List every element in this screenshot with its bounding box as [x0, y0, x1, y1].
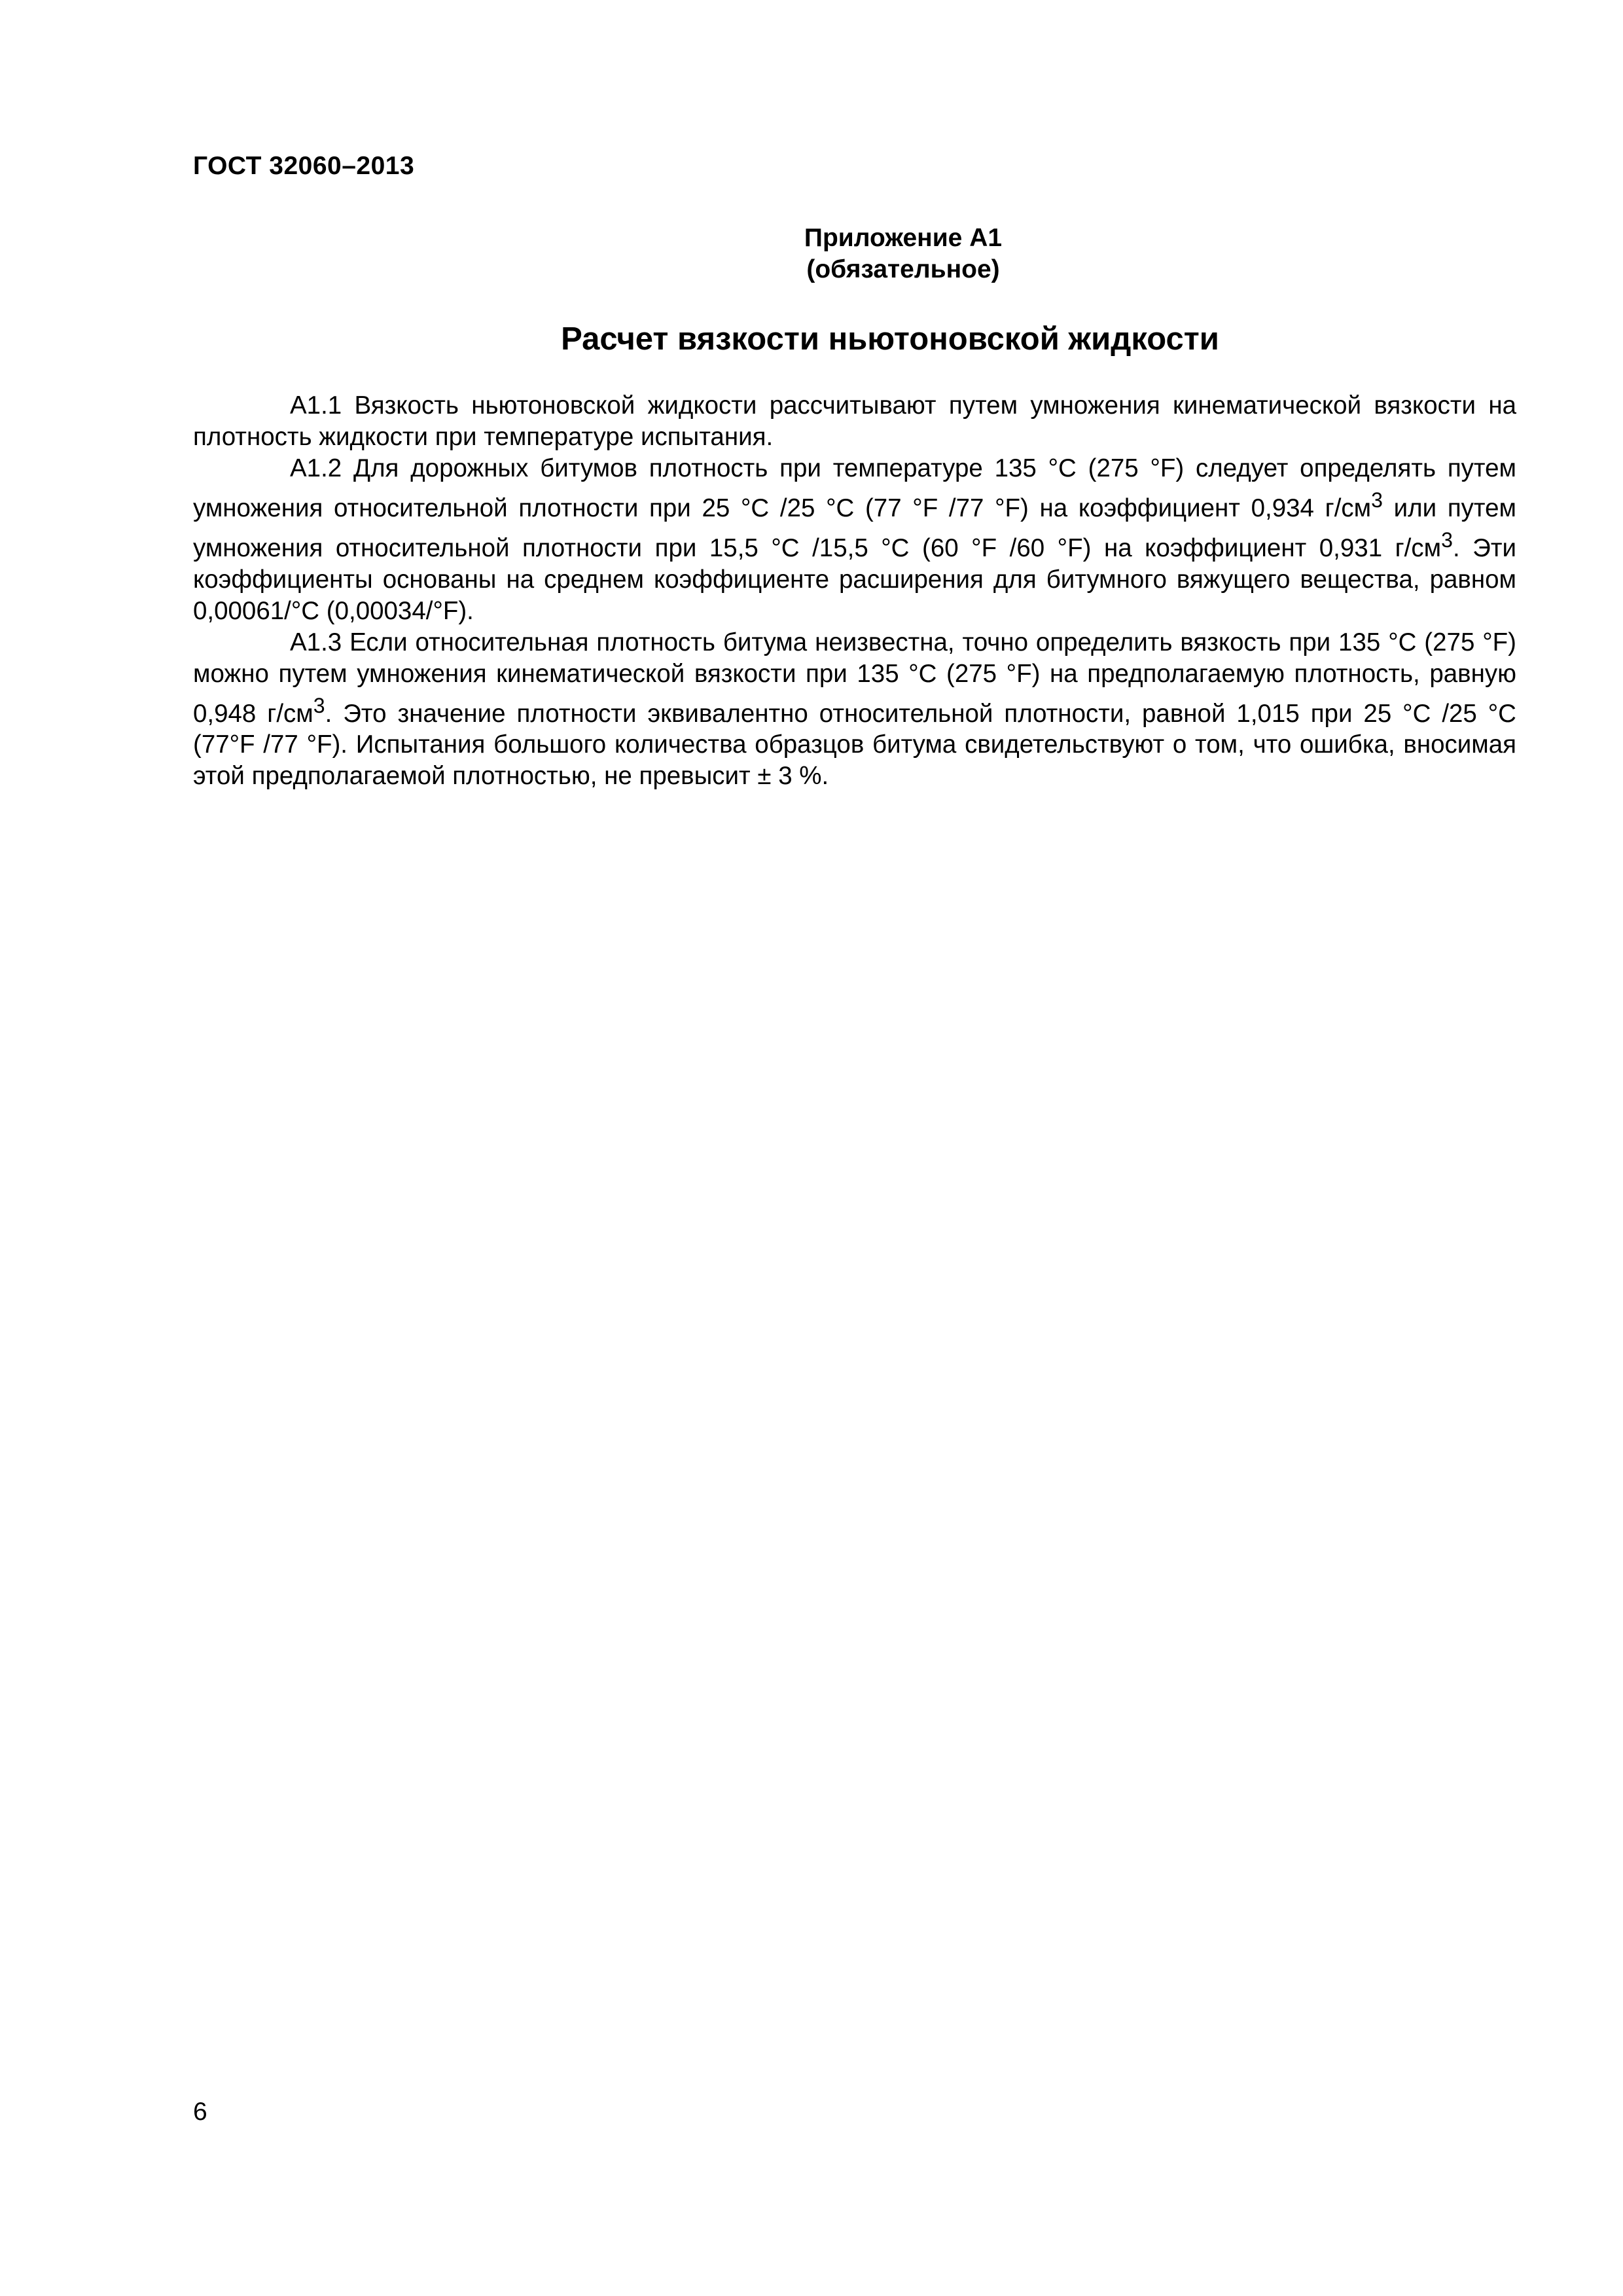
- paragraph-a1-1: [193, 390, 1516, 453]
- paragraph-text: А1.3 Если относительная плотность битума неизвестна, точно определить вязкость при 135 °С (275 °F) можно путем умножения кинематической вязкости при 135 °С (275 °F) на предполагаемую плотность, равную 0,948 г/см: [193, 628, 1516, 728]
- appendix-status: (обязательное): [806, 255, 1000, 283]
- paragraph-text: . Это значение плотности эквивалентно относительной плотности, равной 1,015 при 25 °С /25 °С (77°F /77 °F). Испытания большого количества образцов битума свидетельствуют о том, что ошибка, вносимая этой предполагаемой плотностью, не превысит ± 3 %.: [193, 699, 1516, 791]
- paragraph-a1-2: [193, 453, 1516, 627]
- superscript: 3: [313, 693, 325, 717]
- paragraph-text: или путем умножения относительной плотности при 15,5 °С /15,5 °С (60 °F /60 °F) на коэффициент 0,931 г/см: [193, 493, 1516, 562]
- body-text: [193, 390, 1516, 792]
- superscript: 3: [1371, 488, 1383, 512]
- paragraph-text: . Эти коэффициенты основаны на среднем коэффициенте расширения для битумного вяжущего вещества, равном 0,00061/°С (0,00034/°F).: [193, 533, 1516, 625]
- paragraph-a1-3: [193, 627, 1516, 793]
- superscript: 3: [1441, 528, 1453, 552]
- page-number: 6: [193, 2098, 207, 2126]
- section-title: Расчет вязкости ньютоновской жидкости: [561, 321, 1219, 357]
- paragraph-text: А1.1 Вязкость ньютоновской жидкости рассчитывают путем умножения кинематической вязкости на плотность жидкости при температуре испытания.: [193, 391, 1516, 451]
- appendix-label: Приложение А1: [804, 224, 1003, 252]
- document-code: ГОСТ 32060–2013: [193, 152, 415, 180]
- paragraph-text: А1.2 Для дорожных битумов плотность при температуре 135 °С (275 °F) следует определять путем умножения относительной плотности при 25 °С /25 °С (77 °F /77 °F) на коэффициент 0,934 г/см: [193, 454, 1516, 522]
